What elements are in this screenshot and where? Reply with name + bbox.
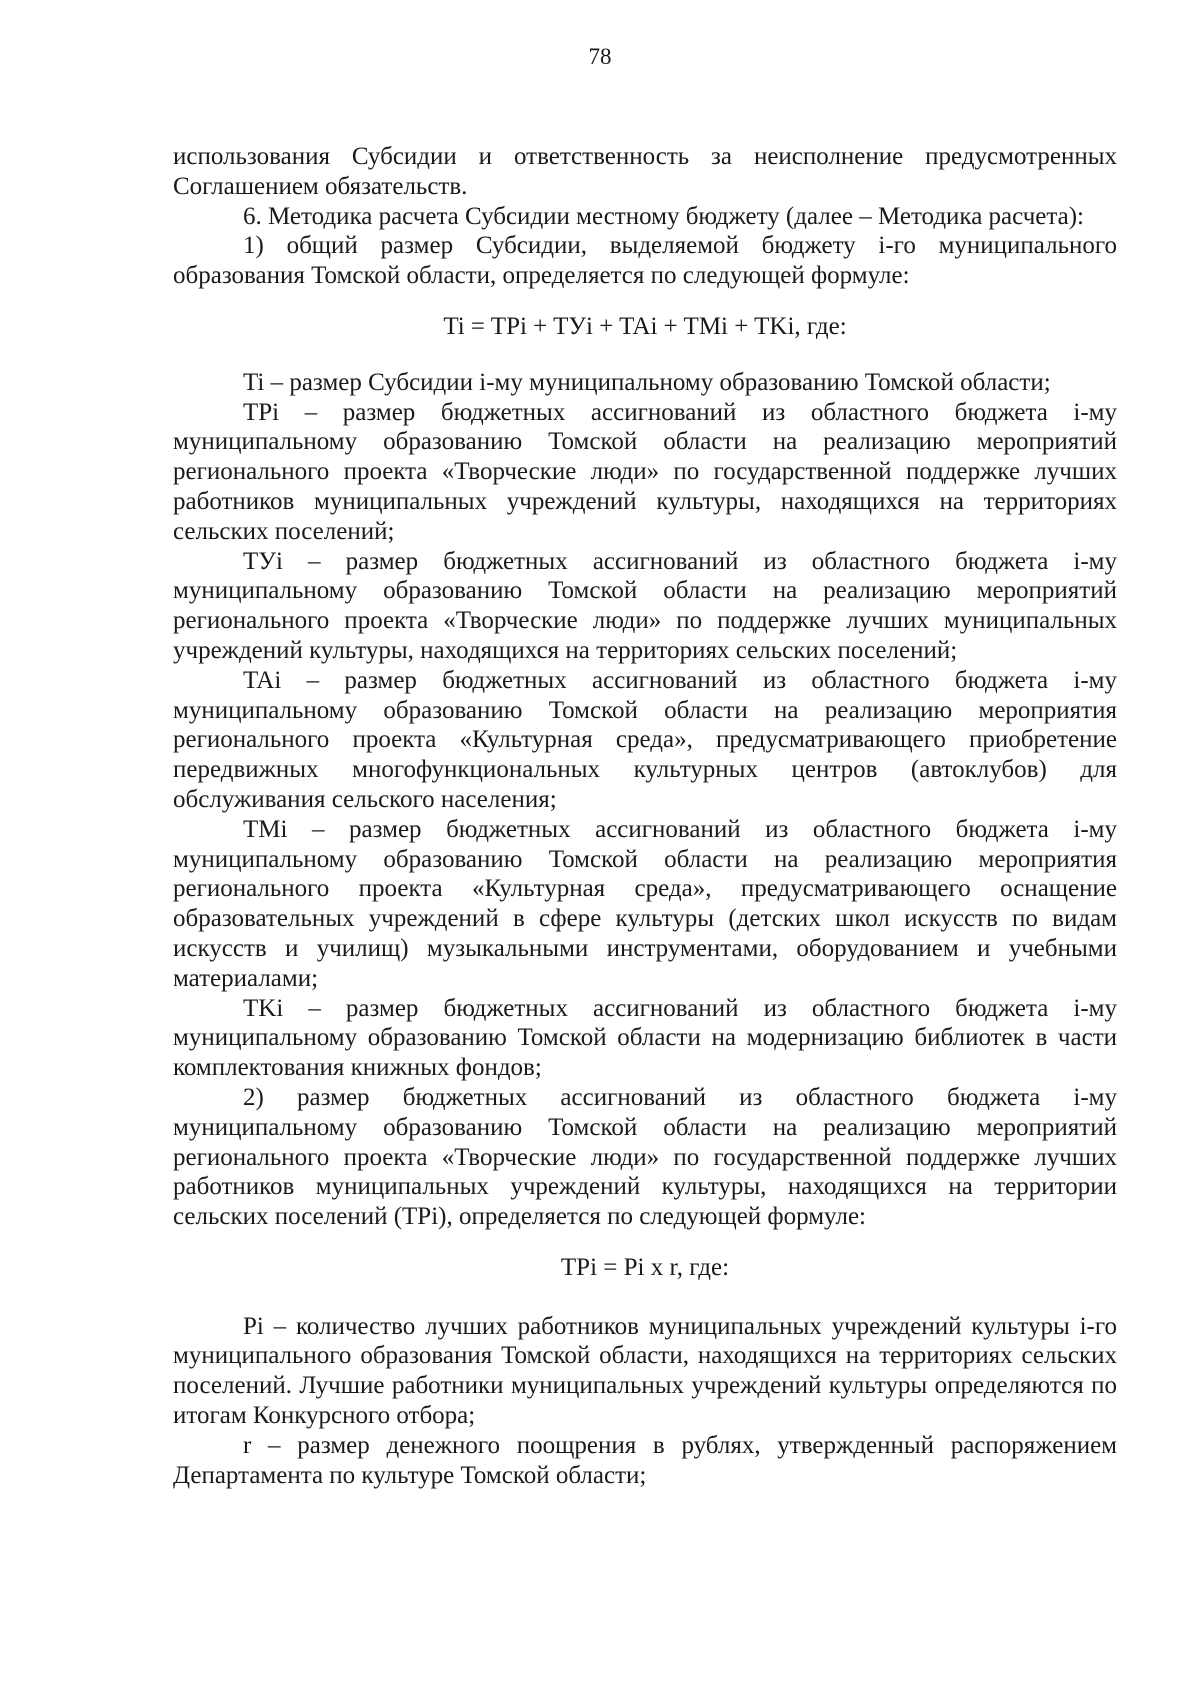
definition-pi: Pi – количество лучших работников муниципальных учреждений культуры i-го муниципального образования Томской области, находящихся на территориях сельских поселений. Лучшие работники муниципальных учреждений культуры определяются по итогам Конкурсного отбора; [173, 1312, 1117, 1430]
document-body [173, 142, 1117, 1490]
page-number: 78 [588, 44, 612, 69]
definition-r: r – размер денежного поощрения в рублях, утвержденный распоряжением Департамента по культуре Томской области; [173, 1431, 1117, 1489]
definition-tui: TУi – размер бюджетных ассигнований из областного бюджета i-му муниципальному образованию Томской области на реализацию мероприятий регионального проекта «Творческие люди» по поддержке лучших муниципальных учреждений культуры, находящихся на территориях сельских поселений; [173, 547, 1117, 664]
formula-tpi: TPi = Pi x r, где: [560, 1253, 730, 1281]
paragraph-item-1: 1) общий размер Субсидии, выделяемой бюджету i-го муниципального образования Томской области, определяется по следующей формуле: [173, 232, 1117, 290]
paragraph-continuation: использования Субсидии и ответственность за неисполнение предусмотренных Соглашением обязательств. [173, 143, 1117, 200]
paragraph-item-2: 2) размер бюджетных ассигнований из областного бюджета i-му муниципальному образованию Томской области на реализацию мероприятий регионального проекта «Творческие люди» по государственной поддержке лучших работников муниципальных учреждений культуры, находящихся на территории сельских поселений (TPi), определяется по следующей формуле: [173, 1083, 1117, 1231]
definition-tpi: TPi – размер бюджетных ассигнований из областного бюджета i-му муниципальному образованию Томской области на реализацию мероприятий регионального проекта «Творческие люди» по государственной поддержке лучших работников муниципальных учреждений культуры, находящихся на территориях сельских поселений; [173, 398, 1117, 545]
formula-total: Ti = TPi + TУi + TAi + TMi + TKi, где: [443, 312, 847, 340]
definition-tai: TAi – размер бюджетных ассигнований из областного бюджета i-му муниципальному образованию Томской области на реализацию мероприятия регионального проекта «Культурная среда», предусматривающего приобретение передвижных многофункциональных культурных центров (автоклубов) для обслуживания сельского населения; [173, 666, 1117, 813]
definition-ti: Ti – размер Субсидии i-му муниципальному образованию Томской области; [243, 368, 1051, 396]
definition-tki: TKi – размер бюджетных ассигнований из областного бюджета i-му муниципальному образованию Томской области на модернизацию библиотек в части комплектования книжных фондов; [173, 994, 1117, 1082]
definition-tmi: TMi – размер бюджетных ассигнований из областного бюджета i-му муниципальному образованию Томской области на реализацию мероприятия регионального проекта «Культурная среда», предусматривающего оснащение образовательных учреждений в сфере культуры (детских школ искусств по видам искусств и училищ) музыкальными инструментами, оборудованием и учебными материалами; [173, 815, 1117, 992]
paragraph-methodology: 6. Методика расчета Субсидии местному бюджету (далее – Методика расчета): [243, 202, 1085, 230]
